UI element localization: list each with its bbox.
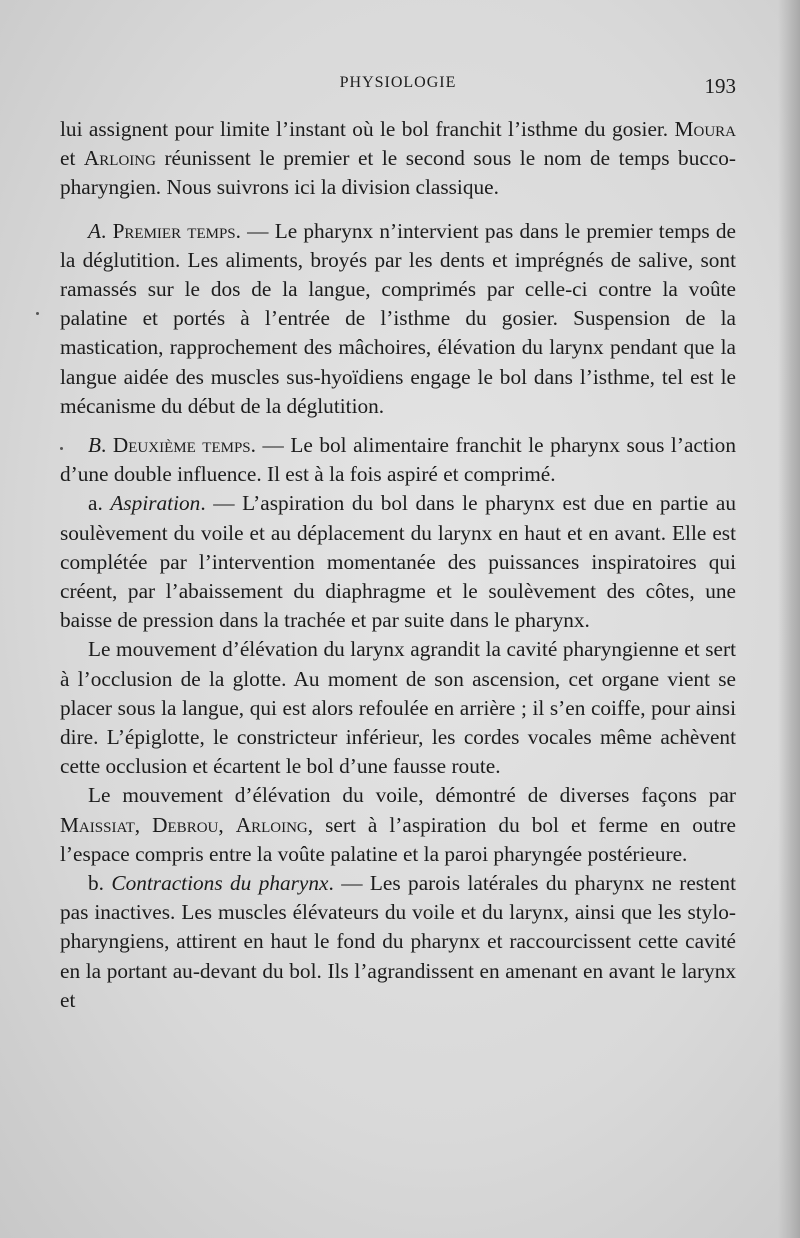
text-run: Le mouvement d’élévation du larynx agrandit la cavité pharyngienne et sert à l’occlusion de la glotte. Au moment de son ascension, cet organe vient se placer sous la langue, qui est alors refoulée en arrière ; il s’en coiffe, pour ainsi dire. L’épiglotte, le constricteur inférieur, les cordes vocales même achèvent cette occlusion et écartent le bol d’une fausse route.	[60, 637, 736, 779]
text-run: lui assignent pour limite l’instant où le bol franchit l’isthme du gosier.	[60, 117, 675, 141]
text-run: b.	[88, 871, 112, 896]
italic-text: B	[88, 433, 102, 458]
paragraph	[60, 781, 736, 869]
paragraph	[60, 115, 736, 203]
page-number: 193	[704, 74, 736, 98]
page-header	[60, 74, 736, 102]
italic-text: Contractions du pharynx	[111, 871, 329, 896]
italic-text: A	[88, 218, 102, 243]
text-run: ,	[218, 812, 236, 837]
text-run: .	[101, 433, 113, 458]
paragraph	[60, 217, 736, 421]
text-run: . — Les parois latérales du pharynx ne restent pas inactives. Les muscles élévateurs du voile et du larynx, ainsi que les stylo-pharyngiens, attirent en haut le fond du pharynx et raccourcissent cette cavité en la portant au-devant du bol. Ils l’agrandissent en amenant en avant le larynx et	[60, 871, 736, 1012]
paragraph	[60, 869, 736, 1015]
author-name: Maissiat	[60, 812, 135, 837]
text-run: . — Le pharynx n’intervient pas dans le premier temps de la déglutition. Les aliments, broyés par les dents et imprégnés de salive, sont ramassés sur le dos de la langue, comprimés par celle-ci contre la voûte palatine et portés à l’entrée de l’isthme du gosier. Suspension de la mastication, rapprochement des mâchoires, élévation du larynx pendant que la langue aidée des muscles sus-hyoïdiens engage le bol dans l’isthme, tel est le mécanisme du début de la déglutition.	[60, 218, 736, 418]
text-run: .	[101, 218, 113, 243]
author-name: Arloing	[235, 812, 308, 837]
paragraph	[60, 431, 736, 489]
scan-speck	[36, 312, 39, 315]
author-name: Moura	[674, 117, 736, 141]
text-run: . — Le bol alimentaire franchit le pharynx sous l’action d’une double influence. Il est à la fois aspiré et comprimé.	[60, 433, 736, 487]
text-run: Le mouvement d’élévation du voile, démontré de diverses façons par	[88, 783, 736, 808]
author-name: Premier temps	[112, 218, 236, 243]
paragraph	[60, 635, 736, 781]
author-name: Debrou	[152, 812, 219, 837]
paragraph	[60, 489, 736, 635]
text-run: a.	[88, 491, 111, 516]
running-title: PHYSIOLOGIE	[339, 74, 457, 91]
text-run: réunissent le premier et le second sous le nom de temps bucco-pharyngien. Nous suivrons ici la division classique.	[60, 146, 736, 200]
text-run: , sert à l’aspiration du bol et ferme en outre l’espace compris entre la voûte palatine et la paroi pharyngée postérieure.	[60, 812, 736, 866]
author-name: Arloing	[83, 146, 156, 171]
body-text	[60, 115, 736, 1015]
page-edge-shadow	[778, 0, 800, 1238]
italic-text: Aspiration	[110, 491, 201, 516]
text-run: . — L’aspiration du bol dans le pharynx est due en partie au soulèvement du voile et au déplacement du larynx en haut et en avant. Elle est complétée par l’intervention momentanée des puissances inspiratoires qui créent, par l’abaissement du diaphragme et le soulèvement des côtes, une baisse de pression dans la trachée et par suite dans le pharynx.	[60, 491, 736, 633]
text-run: ,	[134, 812, 153, 837]
scan-speck	[60, 447, 63, 450]
author-name: Deuxième temps	[112, 433, 251, 458]
text-run: et	[60, 146, 84, 171]
